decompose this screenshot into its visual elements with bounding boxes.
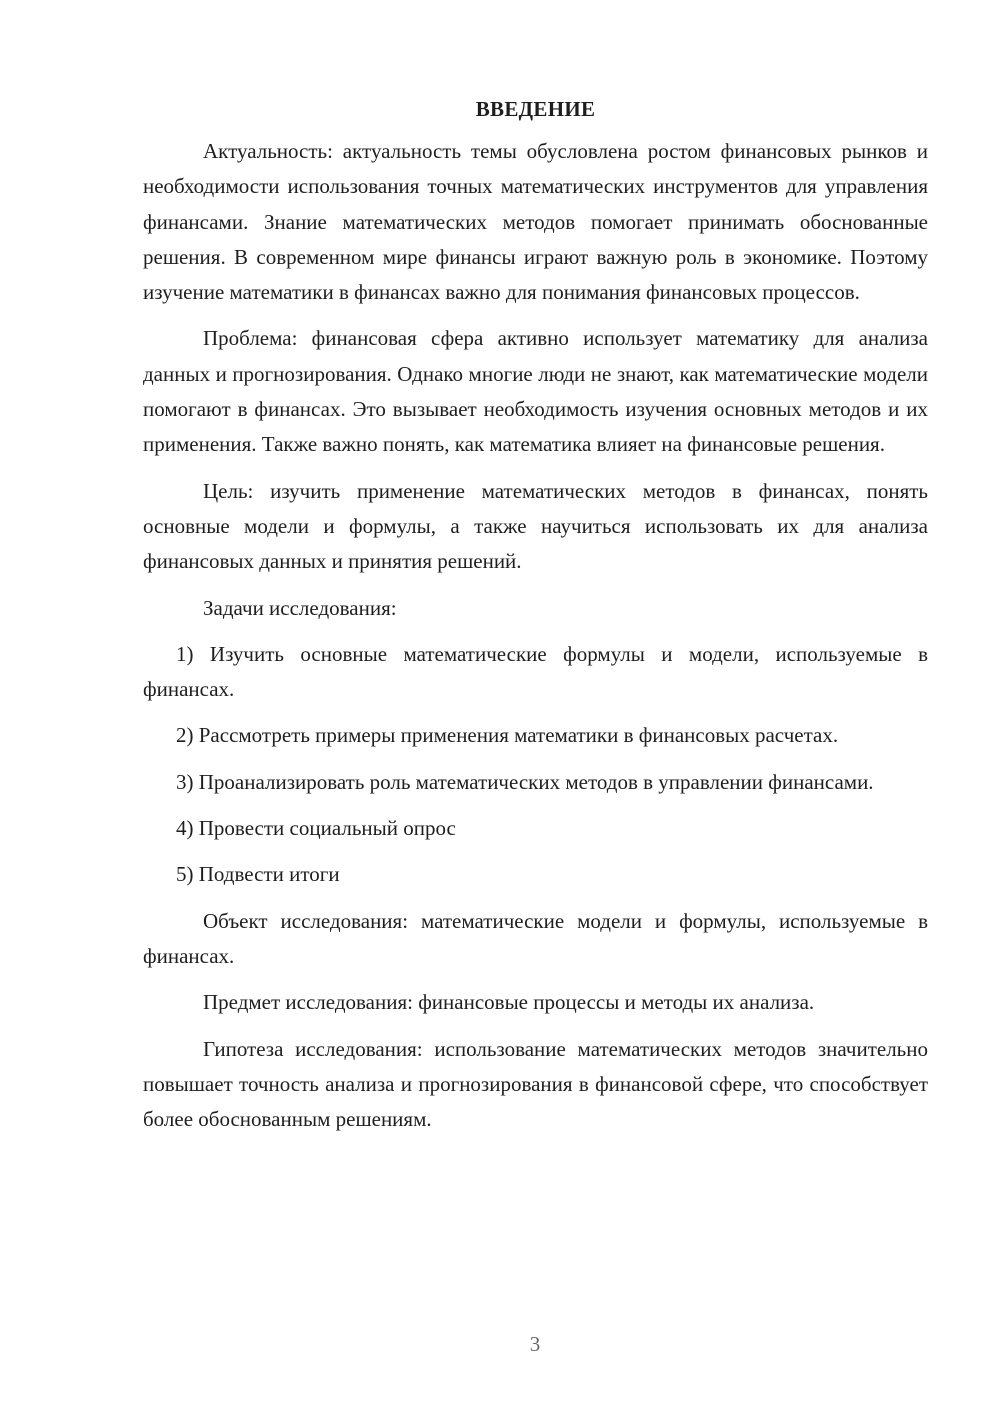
paragraph-hypothesis: Гипотеза исследования: использование математических методов значительно повышает точность анализа и прогнозирования в финансовой сфере, что способствует более обоснованным решениям. [143, 1036, 928, 1132]
paragraph-tasks-heading: Задачи исследования: [203, 595, 397, 620]
page-number: 3 [529, 1332, 541, 1356]
task-item-1: 1) Изучить основные математические формулы и модели, используемые в финансах. [143, 641, 928, 702]
document-page [143, 92, 928, 1137]
task-item-2: 2) Рассмотреть примеры применения математики в финансовых расчетах. [176, 723, 839, 748]
task-item-3: 3) Проанализировать роль математических методов в управлении финансами. [176, 769, 874, 794]
task-item-4: 4) Провести социальный опрос [176, 816, 456, 841]
paragraph-relevance: Актуальность: актуальность темы обусловлена ростом финансовых рынков и необходимости использования точных математических инструментов для управления финансами. Знание математических методов помогает принимать обоснованные решения. В современном мире финансы играют важную роль в экономике. Поэтому изучение математики в финансах важно для понимания финансовых процессов. [143, 139, 928, 305]
task-item-5: 5) Подвести итоги [176, 862, 340, 887]
paragraph-goal: Цель: изучить применение математических методов в финансах, понять основные модели и формулы, а также научиться использовать их для анализа финансовых данных и принятия решений. [143, 478, 928, 574]
page-title: ВВЕДЕНИЕ [475, 97, 596, 121]
paragraph-problem: Проблема: финансовая сфера активно использует математику для анализа данных и прогнозирования. Однако многие люди не знают, как математические модели помогают в финансах. Это вызывает необходимость изучения основных методов и их применения. Также важно понять, как математика влияет на финансовые решения. [143, 326, 928, 457]
paragraph-object: Объект исследования: математические модели и формулы, используемые в финансах. [143, 908, 928, 968]
paragraph-subject: Предмет исследования: финансовые процессы и методы их анализа. [203, 990, 815, 1015]
